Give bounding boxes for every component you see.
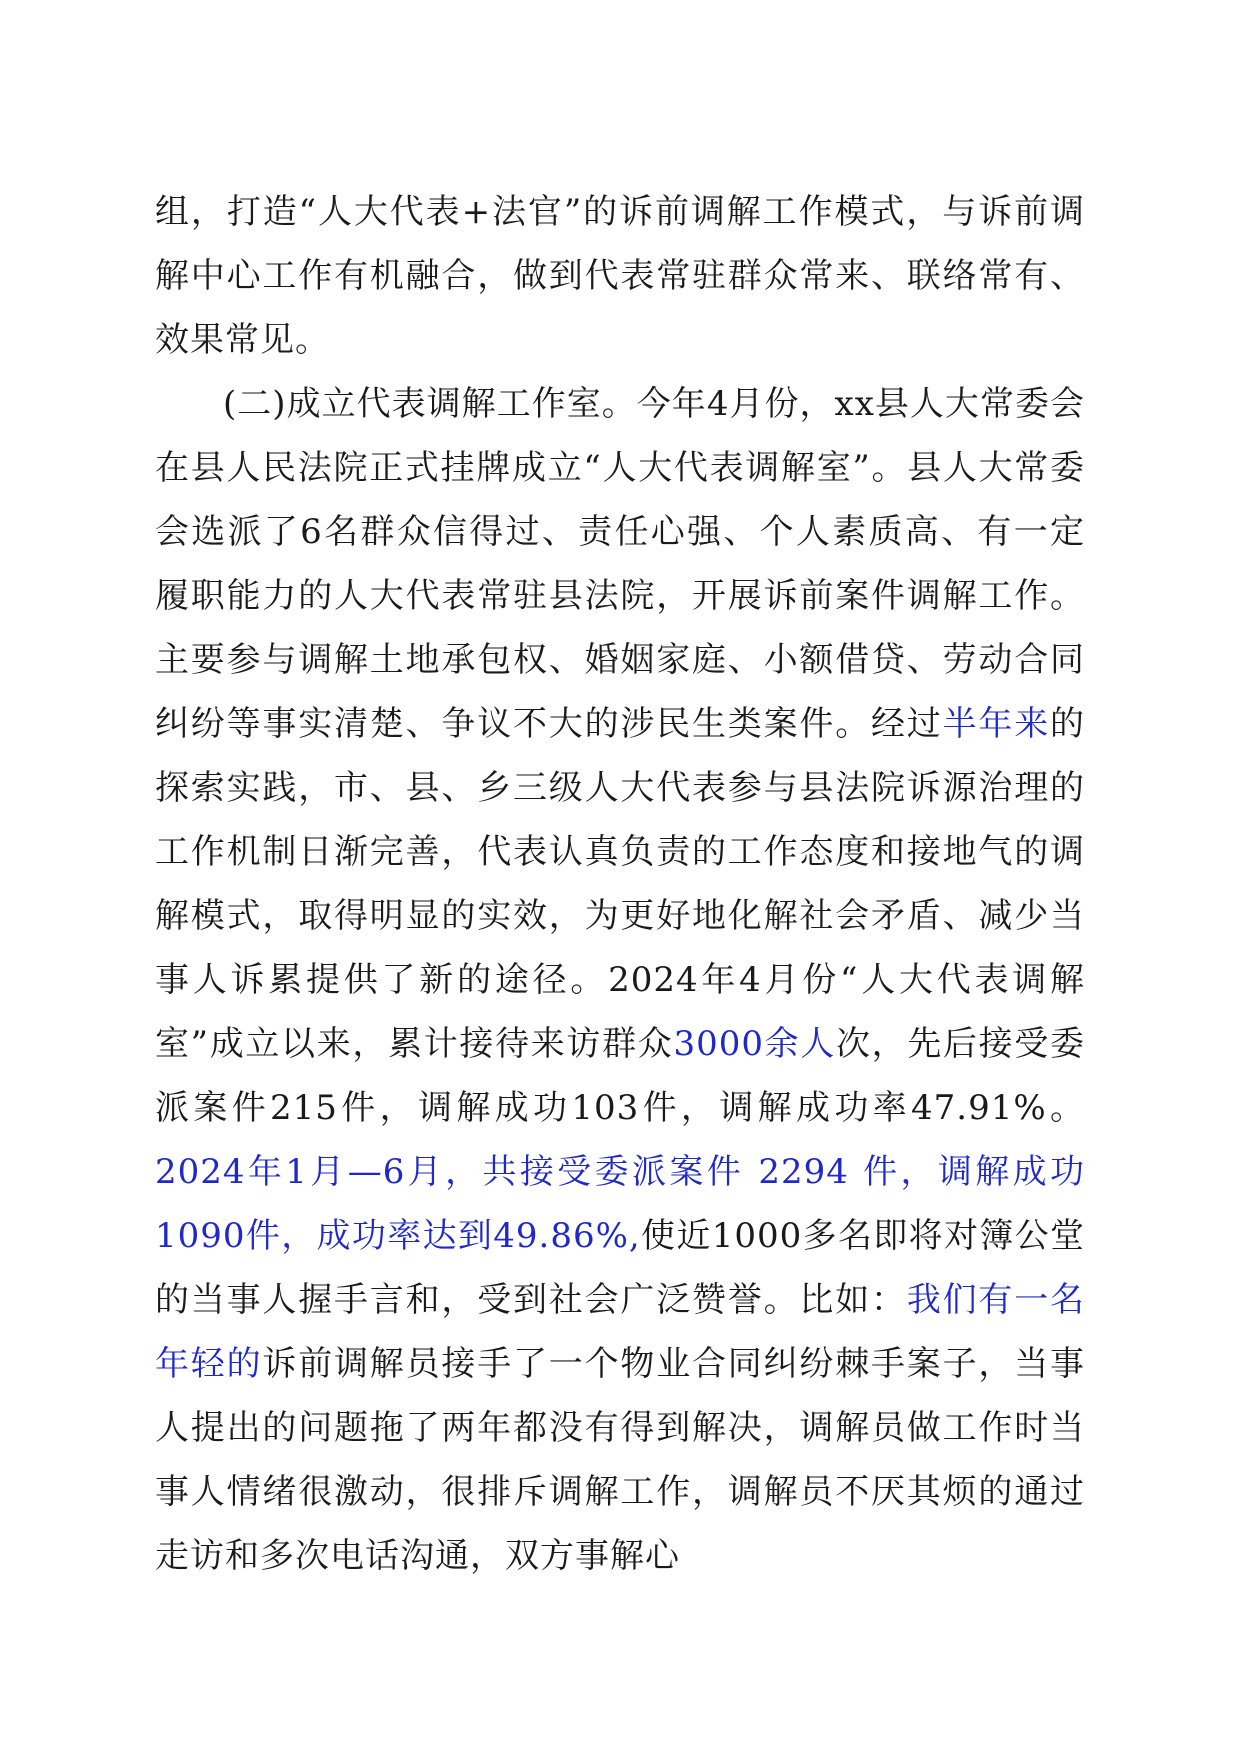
paragraph-2-text: 诉前调解员接手了一个物业合同纠纷棘手案子，当事人提出的问题拖了两年都没有得到解决，调解员做工作时当事人情绪很激动，很排斥调解工作，调解员不厌其烦的通过走访和多次电话沟通，双方事解心 bbox=[155, 1344, 1086, 1576]
document-body bbox=[155, 180, 1085, 1588]
highlighted-text: 我们有一名年轻的 bbox=[155, 1280, 1086, 1384]
paragraph-2-text: 次，先后接受委派案件215件，调解成功103件，调解成功率47.91%。 bbox=[155, 1024, 1086, 1128]
paragraph-2-text: 使近1000多名即将对簿公堂的当事人握手言和，受到社会广泛赞誉。比如： bbox=[155, 1216, 1085, 1320]
paragraph-2 bbox=[155, 372, 1085, 1588]
highlighted-text: 半年来 bbox=[942, 704, 1051, 744]
highlighted-text: 3000余人 bbox=[673, 1024, 836, 1064]
paragraph-2-text: 的探索实践，市、县、乡三级人大代表参与县法院诉源治理的工作机制日渐完善，代表认真负责的工作态度和接地气的调解模式，取得明显的实效，为更好地化解社会矛盾、减少当事人诉累提供了新的途径。2024年4月份“人大代表调解室”成立以来，累计接待来访群众 bbox=[155, 704, 1086, 1064]
highlighted-text: 2024年1月—6月，共接受委派案件 2294 件，调解成功 1090件，成功率达到49.86%, bbox=[155, 1152, 1085, 1256]
paragraph-1 bbox=[155, 180, 1085, 372]
paragraph-2-text: (二)成立代表调解工作室。今年4月份，xx县人大常委会在县人民法院正式挂牌成立“人大代表调解室”。县人大常委会选派了6名群众信得过、责任心强、个人素质高、有一定履职能力的人大代表常驻县法院，开展诉前案件调解工作。主要参与调解土地承包权、婚姻家庭、小额借贷、劳动合同纠纷等事实清楚、争议不大的涉民生类案件。经过 bbox=[155, 384, 1085, 744]
paragraph-1-text: 组，打造“人大代表+法官”的诉前调解工作模式，与诉前调解中心工作有机融合，做到代表常驻群众常来、联络常有、效果常见。 bbox=[155, 192, 1085, 360]
